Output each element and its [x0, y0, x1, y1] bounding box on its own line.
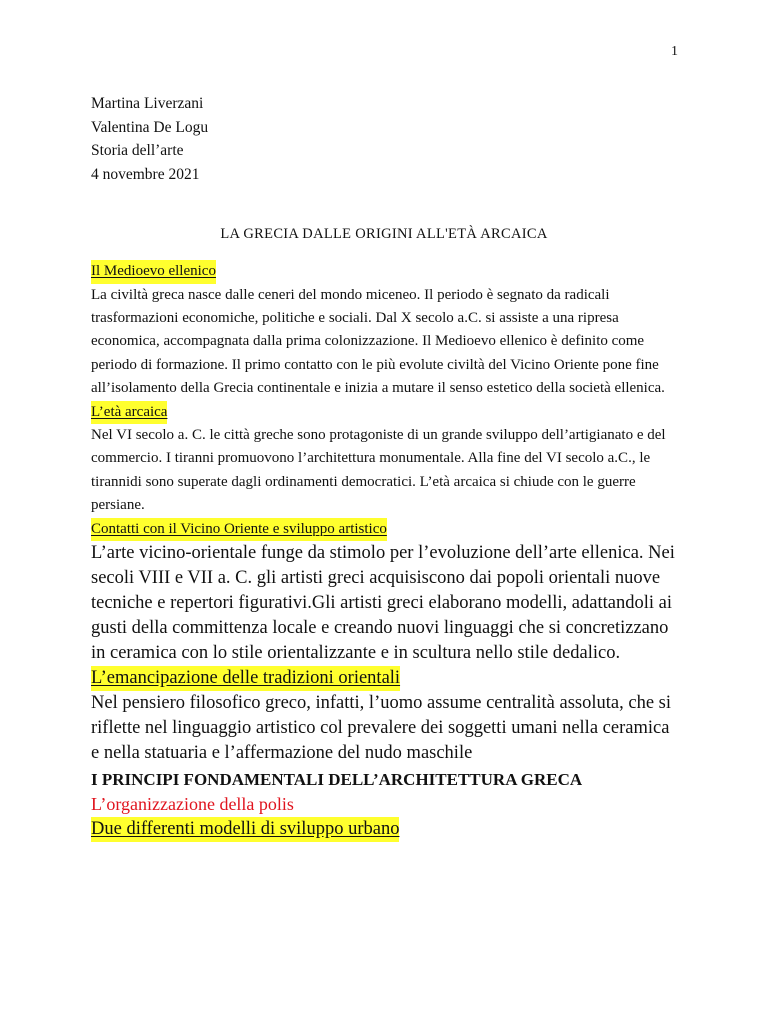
section-heading: L’età arcaica [91, 401, 167, 425]
chapter-heading: I PRINCIPI FONDAMENTALI DELL’ARCHITETTURA GRECA [91, 770, 583, 790]
section-heading: Due differenti modelli di sviluppo urbano [91, 817, 399, 842]
section-heading: Contatti con il Vicino Oriente e sviluppo artistico [91, 518, 387, 542]
section-heading: Il Medioevo ellenico [91, 260, 216, 284]
course-name: Storia dell’arte [91, 142, 184, 159]
section-eta-arcaica [91, 401, 681, 518]
section-paragraph: Nel VI secolo a. C. le città greche sono protagoniste di un grande sviluppo dell’artigianato e del commercio. I tiranni promuovono l’architettura monumentale. Alla fine del VI secolo a.C., le tirannidi sono superate dagli ordinamenti democratici. L’età arcaica si chiude con le guerre persiane. [91, 427, 666, 514]
document-body [91, 260, 681, 842]
section-heading: L’emancipazione delle tradizioni orientali [91, 666, 400, 691]
author-name: Martina Liverzani [91, 95, 204, 112]
author-name: Valentina De Logu [91, 118, 209, 136]
section-medioevo [91, 260, 681, 401]
section-paragraph: Nel pensiero filosofico greco, infatti, l’uomo assume centralità assoluta, che si riflette nel linguaggio artistico col prevalere dei soggetti umani nella ceramica e nella statuaria e l’affermazione del nudo maschile [91, 693, 672, 764]
section-emancipazione [91, 666, 681, 766]
document-header [91, 92, 208, 186]
page-number: 1 [671, 44, 678, 59]
section-modelli-urbani [91, 817, 681, 842]
section-contatti [91, 518, 681, 667]
section-paragraph: L’arte vicino-orientale funge da stimolo per l’evoluzione dell’arte ellenica. Nei secoli VIII e VII a. C. gli artisti greci acquisiscono dai popoli orientali nuove tecniche e repertori figurativi.Gli artisti greci elaborano modelli, adattandoli ai gusti della committenza locale e creando nuovi linguaggi che si concretizzano in ceramica con lo stile orientalizzante e in scultura nello stile dedalico. [91, 543, 675, 664]
document-title: LA GRECIA DALLE ORIGINI ALL'ETÀ ARCAICA [220, 226, 548, 242]
section-paragraph: La civiltà greca nasce dalle ceneri del mondo miceneo. Il periodo è segnato da radicali trasformazioni economiche, politiche e sociali. Dal X secolo a.C. si assiste a una ripresa economica, accompagnata dalla prima colonizzazione. Il Medioevo ellenico è definito come periodo di formazione. Il primo contatto con le più evolute civiltà del Vicino Oriente pone fine all’isolamento della Grecia continentale e inizia a mutare il senso estetico della società ellenica. [91, 286, 665, 397]
subsection-heading: L’organizzazione della polis [91, 794, 294, 815]
document-date: 4 novembre 2021 [91, 165, 200, 183]
